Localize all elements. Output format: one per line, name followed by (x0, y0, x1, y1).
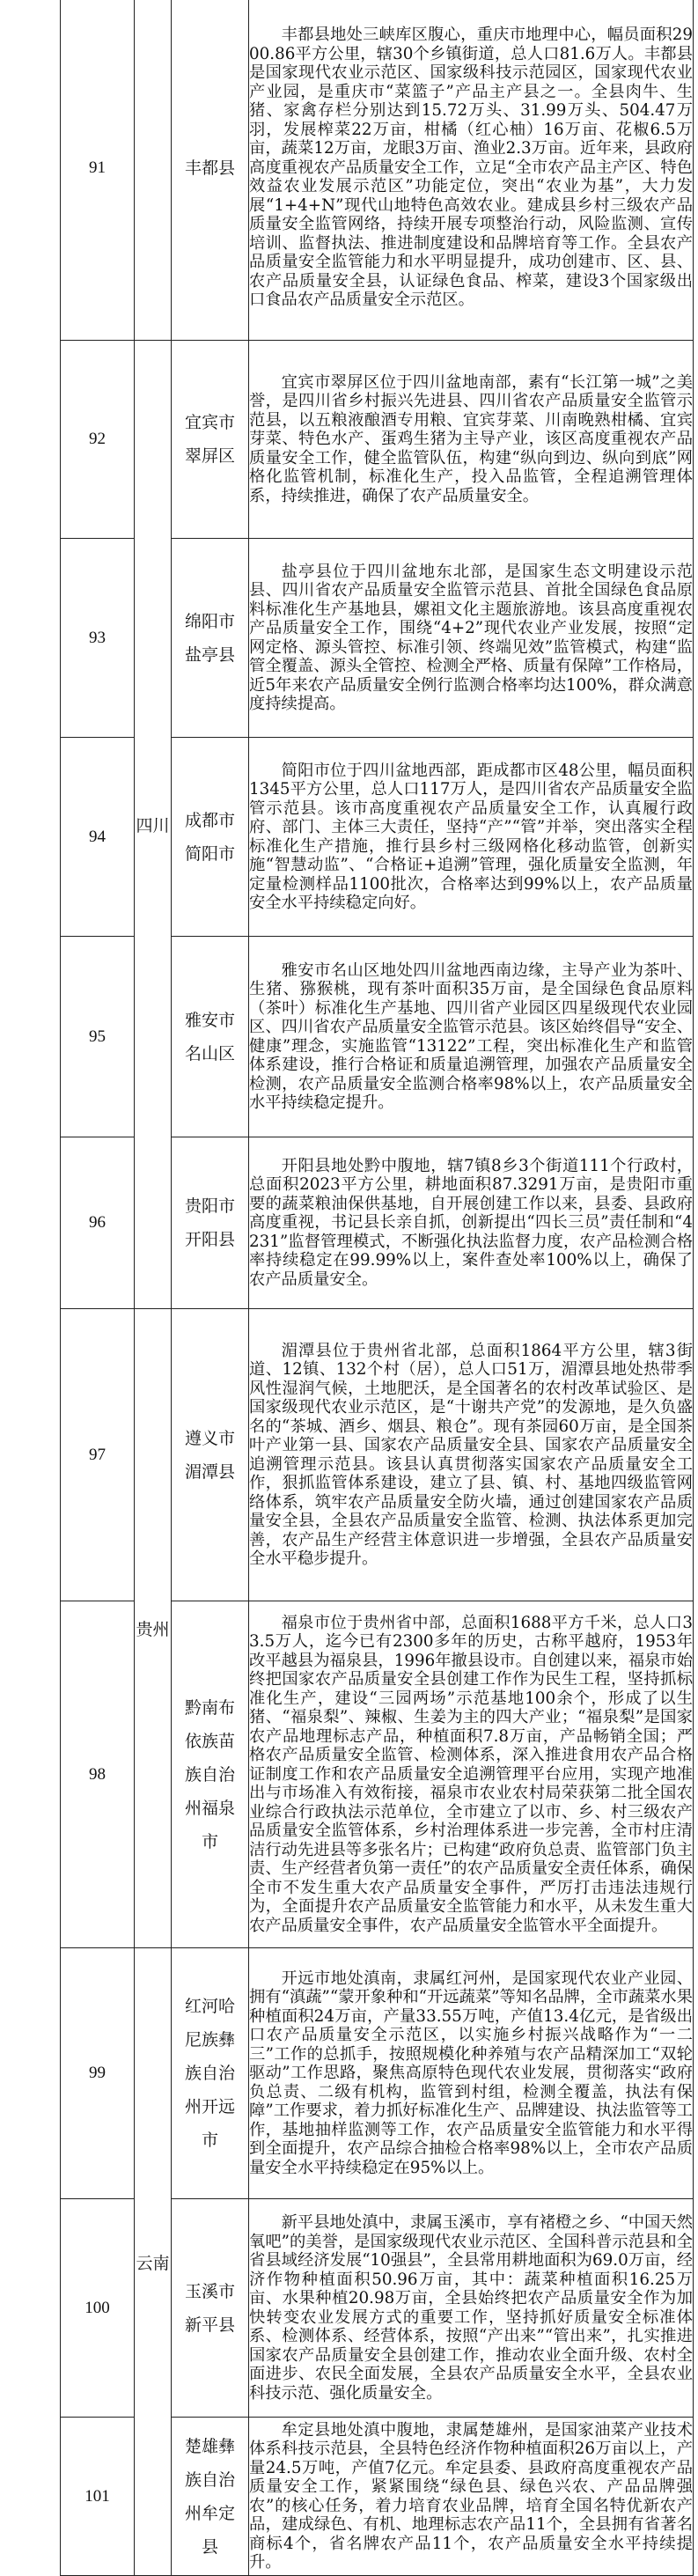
county-name: 绵阳市盐亭县 (172, 539, 249, 738)
table-row (61, 341, 694, 539)
row-number: 101 (61, 2418, 135, 2576)
county-description: 开远市地处滇南，隶属红河州，是国家现代农业产业园、拥有“滇蔬”“蒙开象种和“开远蔬菜”等知名品牌，全市蔬菜水果种植面积24万亩，产量33.55万吨，产值13.4亿元，是省级出口农产品质量安全示范区，以实施乡村振兴战略作为“一二三”工作的总抓手，按照规模化种养殖与农产品精深加工“双轮驱动”工作思路，聚焦高原特色现代农业发展，贯彻落实“政府负总责、二级有机构，监管到村组，检测全覆盖，执法有保障”工作要求，着力抓好标准化生产、品牌建设、执法监管等工作，基地抽样监测等工作，农产品质量安全监管能力和水平得到全面提升，农产品综合抽检合格率98%以上，全市农产品质量安全水平持续稳定在95%以上。 (249, 1948, 694, 2199)
row-number: 96 (61, 1137, 135, 1309)
row-number: 93 (61, 539, 135, 738)
county-name: 雅安市名山区 (172, 937, 249, 1137)
county-description: 福泉市位于贵州省中部，总面积1688平方千米，总人口33.5万人，迄今已有2300多年的历史，古称平越府，1953年改平越县为福泉县，1996年撤县设市。自创建以来，福泉市始终把国家农产品质量安全县创建工作作为民生工程，坚持抓标准化生产，建设“三园两场”示范基地100余个，形成了以生猪、“福泉梨”、辣椒、生姜为主的四大产业；“福泉梨”是国家农产品地理标志产品，种植面积7.8万亩，产品畅销全国；严格农产品质量安全监管、检测体系，深入推进食用农产品合格证制度工作和农产品质量安全追溯管理平台应用，实现产地准出与市场准入有效衔接，福泉市农业农村局荣获第二批全国农业综合行政执法示范单位，全市建立了以市、乡、村三级农产品质量安全监管体系，乡村治理体系进一步完善，全市村庄清洁行动先进县等多张名片；已构建“政府负总责、监管部门负主责、生产经营者负第一责任”的农产品质量安全责任体系，确保全市不发生重大农产品质量安全事件，严厉打击违法违规行为，全面提升农产品质量安全监管能力和水平，从未发生重大农产品质量安全事件，农产品质量安全监管水平全面提升。 (249, 1601, 694, 1948)
county-description: 新平县地处滇中，隶属玉溪市，享有褚橙之乡、“中国天然氧吧”的美誉，是国家级现代农业示范区、全国科普示范县和全省县域经济发展“10强县”，全县常用耕地面积为69.0万亩，经济作物种植面积50.96万亩，其中：蔬菜种植面积16.25万亩、水果种植20.98万亩，全县始终把农产品质量安全作为加快转变农业发展方式的重要工作，坚持抓好质量安全标准体系、检测体系、经营体系，按照“产出来”“管出来”，扎实推进国家农产品质量安全县创建工作，推动农业全面升级、农村全面进步、农民全面发展，全县农产品质量安全水平，全县农业科技示范、强化质量安全。 (249, 2199, 694, 2418)
province-cell-guizhou: 贵州 (135, 1309, 172, 1948)
county-description: 雅安市名山区地处四川盆地西南边缘，主导产业为茶叶、生猪、猕猴桃，现有茶叶面积35万亩，是全国绿色食品原料（茶叶）标准化生产基地、四川省产业园区四星级现代农业园区、四川省农产品质量安全监管示范县。该区始终倡导“安全、健康”理念，实施监管“13122”工程，突出标准化生产和监管体系建设，推行合格证和质量追溯管理，加强农产品质量安全检测，农产品质量安全监测合格率98%以上，农产品质量安全水平持续稳定提升。 (249, 937, 694, 1137)
row-number: 97 (61, 1309, 135, 1601)
county-name: 成都市简阳市 (172, 738, 249, 937)
province-cell-yunnan: 云南 (135, 1948, 172, 2576)
county-list-table (60, 0, 694, 2576)
row-number: 92 (61, 341, 135, 539)
row-number: 98 (61, 1601, 135, 1948)
row-number: 100 (61, 2199, 135, 2418)
row-number: 94 (61, 738, 135, 937)
row-number: 91 (61, 0, 135, 341)
row-number: 99 (61, 1948, 135, 2199)
county-name: 玉溪市新平县 (172, 2199, 249, 2418)
county-description: 牟定县地处滇中腹地，隶属楚雄州，是国家油菜产业技术体系科技示范县，全县特色经济作物种植面积26万亩以上，产量24.5万吨，产值7亿元。牟定县委、县政府高度重视农产品质量安全工作，紧紧围绕“绿色县、绿色兴农、产品品牌强农”的核心任务，着力培育农业品牌，培育全国名特优新农产品，建成绿色、有机、地理标志农产品11个，全县拥有省著名商标4个，省名牌农产品11个，农产品质量安全水平持续提升。 (249, 2418, 694, 2576)
province-cell (135, 0, 172, 341)
county-name: 宜宾市翠屏区 (172, 341, 249, 539)
row-number: 95 (61, 937, 135, 1137)
table-row (61, 0, 694, 341)
county-description: 盐亭县位于四川盆地东北部，是国家生态文明建设示范县、四川省农产品质量安全监管示范县、首批全国绿色食品原料标准化生产基地县，嫘祖文化主题旅游地。该县高度重视农产品质量安全工作，围绕“4+2”现代农业产业发展，按照“定网定格、源头管控、标准引领、终端见效”监管模式，构建“监管全覆盖、源头全管控、检测全严格、质量有保障”工作格局，近5年来农产品质量安全例行监测合格率均达100%，群众满意度持续提高。 (249, 539, 694, 738)
county-description: 丰都县地处三峡库区腹心，重庆市地理中心，幅员面积2900.86平方公里，辖30个乡镇街道，总人口81.6万人。丰都县是国家现代农业示范区、国家级科技示范园区，国家现代农业产业园，是重庆市“菜篮子”产品主产县之一。全县肉牛、生猪、家禽存栏分别达到15.72万头、31.99万头、504.47万羽，发展榨菜22万亩，柑橘（红心柚）16万亩、花椒6.5万亩，蔬菜12万亩，龙眼3万亩、渔业2.3万亩。近年来，县政府高度重视农产品质量安全工作，立足“全市农产品主产区、特色效益农业发展示范区”功能定位，突出“农业为基”，大力发展“1+4+N”现代山地特色高效农业。建成县乡村三级农产品质量安全监管网络，持续开展专项整治行动，风险监测、宣传培训、监督执法、推进制度建设和品牌培育等工作。全县农产品质量安全监管能力和水平明显提升，成功创建市、区、县、农产品质量安全县，认证绿色食品、榨菜，建设3个国家级出口食品农产品质量安全示范区。 (249, 0, 694, 341)
county-description: 湄潭县位于贵州省北部，总面积1864平方公里，辖3街道、12镇、132个村（居），总人口51万，湄潭县地处热带季风性湿润气候，土地肥沃，是全国著名的农村改革试验区、是国家级现代农业示范区，是“十谢共产党”的发源地，是久负盛名的“茶城、酒乡、烟县、粮仓”。现有茶园60万亩，是全国茶叶产业第一县、国家农产品质量安全县、国家农产品质量安全追溯管理示范县。该县认真贯彻落实国家农产品质量安全工作，狠抓监管体系建设，建立了县、镇、村、基地四级监管网络体系，筑牢农产品质量安全防火墙，通过创建国家农产品质量安全县，全县农产品质量安全监管、检测、执法体系更加完善，农产品生产经营主体意识进一步增强，全县农产品质量安全水平稳步提升。 (249, 1309, 694, 1601)
county-name: 楚雄彝族自治州牟定县 (172, 2418, 249, 2576)
county-description: 简阳市位于四川盆地西部，距成都市区48公里，幅员面积1345平方公里，总人口117万人，是四川省农产品质量安全监管示范县。该市高度重视农产品质量安全工作，认真履行政府、部门、主体三大责任，坚持“产”“管”并举，突出落实全程标准化生产措施，推行县乡村三级网格化移动监管，创新实施“智慧动监”、“合格证+追溯”管理，强化质量安全监测，年定量检测样品1100批次，合格率达到99%以上，农产品质量安全水平持续稳定向好。 (249, 738, 694, 937)
county-name: 丰都县 (172, 0, 249, 341)
county-name: 黔南布依族苗族自治州福泉市 (172, 1601, 249, 1948)
county-name: 遵义市湄潭县 (172, 1309, 249, 1601)
table-row (61, 1948, 694, 2199)
county-description: 宜宾市翠屏区位于四川盆地南部，素有“长江第一城”之美誉，是四川省乡村振兴先进县、四川省农产品质量安全监管示范县，以五粮液酿酒专用粮、宜宾芽菜、川南晚熟柑橘、宜宾芽菜、特色水产、蛋鸡生猪为主导产业，该区高度重视农产品质量安全工作，健全监管队伍，构建“纵向到边、纵向到底”网格化监管机制，标准化生产，投入品监管，全程追溯管理体系，持续推进，确保了农产品质量安全。 (249, 341, 694, 539)
province-cell-sichuan: 四川 (135, 341, 172, 1309)
table-row (61, 1309, 694, 1601)
county-name: 红河哈尼族彝族自治州开远市 (172, 1948, 249, 2199)
county-description: 开阳县地处黔中腹地，辖7镇8乡3个街道111个行政村，总面积2023平方公里，耕地面积87.3291万亩，是贵阳市重要的蔬菜粮油保供基地，自开展创建工作以来，县委、县政府高度重视，书记县长亲自抓，创新提出“四长三员”责任制和“4231”监督管理模式，不断强化执法监督力度，农产品检测合格率持续稳定在99.99%以上，案件查处率100%以上，确保了农产品质量安全。 (249, 1137, 694, 1309)
county-name: 贵阳市开阳县 (172, 1137, 249, 1309)
